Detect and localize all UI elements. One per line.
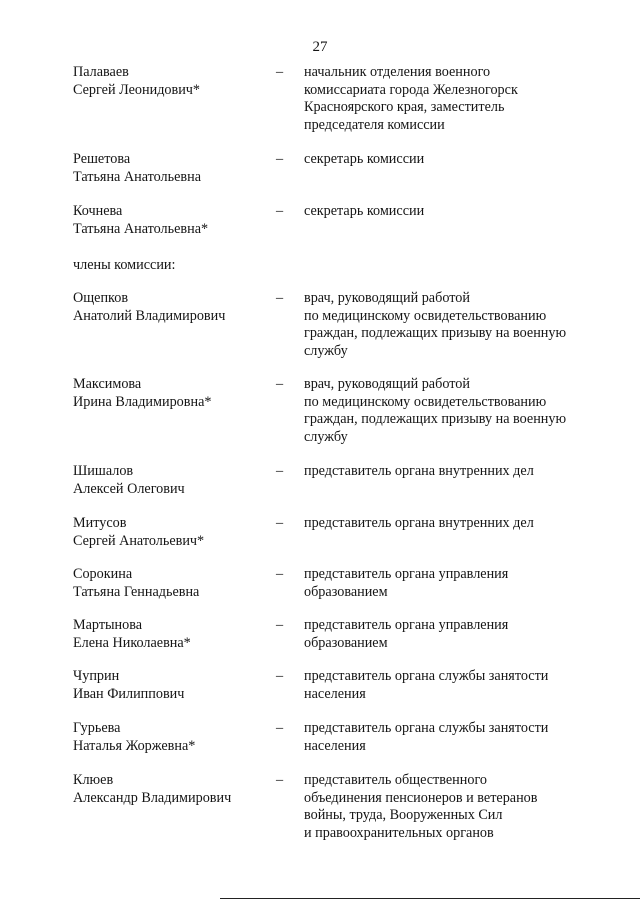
surname: Максимова [73, 376, 142, 392]
dash: – [276, 64, 284, 80]
person-role [304, 566, 594, 601]
role-line: представитель органа внутренних дел [304, 463, 534, 479]
role-line: граждан, подлежащих призыву на военную [304, 325, 567, 342]
surname: Гурьева [73, 720, 121, 736]
surname: Решетова [73, 151, 131, 167]
given-names: Александр Владимирович [73, 789, 232, 806]
person-name [73, 617, 273, 652]
person-name [73, 151, 273, 186]
person-role [304, 515, 594, 533]
role-line: образованием [304, 634, 388, 651]
members-section-label: члены комиссии: [73, 257, 176, 273]
dash: – [276, 566, 284, 582]
role-line: образованием [304, 583, 388, 600]
role-line: по медицинскому освидетельствованию [304, 393, 547, 410]
surname: Мартынова [73, 617, 143, 633]
role-line: представитель органа службы занятости [304, 668, 549, 684]
role-line: представитель общественного [304, 772, 488, 788]
person-role [304, 463, 594, 481]
person-name [73, 376, 273, 411]
role-line: врач, руководящий работой [304, 376, 470, 392]
given-names: Елена Николаевна* [73, 634, 191, 651]
role-line: войны, труда, Вооруженных Сил [304, 807, 503, 824]
person-role [304, 720, 594, 755]
role-line: и правоохранительных органов [304, 824, 494, 841]
dash: – [276, 617, 284, 633]
person-role [304, 290, 594, 360]
person-name [73, 720, 273, 755]
dash: – [276, 203, 284, 219]
given-names: Наталья Жоржевна* [73, 737, 196, 754]
given-names: Ирина Владимировна* [73, 393, 212, 410]
person-name [73, 203, 273, 238]
role-line: населения [304, 685, 366, 702]
surname: Клюев [73, 772, 114, 788]
dash: – [276, 151, 284, 167]
person-name [73, 772, 273, 807]
given-names: Сергей Анатольевич* [73, 532, 205, 549]
surname: Ощепков [73, 290, 129, 306]
dash: – [276, 290, 284, 306]
person-role [304, 668, 594, 703]
surname: Чуприн [73, 668, 120, 684]
given-names: Татьяна Геннадьевна [73, 583, 200, 600]
role-line: врач, руководящий работой [304, 290, 470, 306]
dash: – [276, 772, 284, 788]
role-line: председателя комиссии [304, 116, 445, 133]
role-line: представитель органа службы занятости [304, 720, 549, 736]
role-line: представитель органа управления [304, 566, 509, 582]
surname: Кочнева [73, 203, 123, 219]
person-name [73, 668, 273, 703]
person-role [304, 617, 594, 652]
role-line: секретарь комиссии [304, 203, 425, 219]
person-role [304, 64, 594, 134]
given-names: Анатолий Владимирович [73, 307, 226, 324]
role-line: секретарь комиссии [304, 151, 425, 167]
role-line: представитель органа управления [304, 617, 509, 633]
given-names: Татьяна Анатольевна* [73, 220, 209, 237]
surname: Шишалов [73, 463, 134, 479]
given-names: Сергей Леонидович* [73, 81, 201, 98]
person-role [304, 772, 594, 842]
person-role [304, 151, 594, 169]
surname: Митусов [73, 515, 127, 531]
dash: – [276, 720, 284, 736]
role-line: граждан, подлежащих призыву на военную [304, 411, 567, 428]
role-line: комиссариата города Железногорск [304, 81, 518, 98]
surname: Палаваев [73, 64, 129, 80]
person-name [73, 64, 273, 99]
person-name [73, 566, 273, 601]
role-line: населения [304, 737, 366, 754]
footer-rule [220, 898, 640, 899]
person-name [73, 515, 273, 550]
role-line: по медицинскому освидетельствованию [304, 307, 547, 324]
dash: – [276, 376, 284, 392]
person-role [304, 203, 594, 221]
role-line: службу [304, 342, 348, 359]
role-line: начальник отделения военного [304, 64, 491, 80]
role-line: представитель органа внутренних дел [304, 515, 534, 531]
person-name [73, 290, 273, 325]
given-names: Алексей Олегович [73, 480, 185, 497]
role-line: объединения пенсионеров и ветеранов [304, 789, 538, 806]
role-line: Красноярского края, заместитель [304, 99, 505, 116]
page-number: 27 [312, 39, 328, 55]
surname: Сорокина [73, 566, 133, 582]
role-line: службу [304, 428, 348, 445]
given-names: Иван Филиппович [73, 685, 185, 702]
given-names: Татьяна Анатольевна [73, 168, 201, 185]
dash: – [276, 668, 284, 684]
dash: – [276, 463, 284, 479]
person-role [304, 376, 594, 446]
person-name [73, 463, 273, 498]
dash: – [276, 515, 284, 531]
